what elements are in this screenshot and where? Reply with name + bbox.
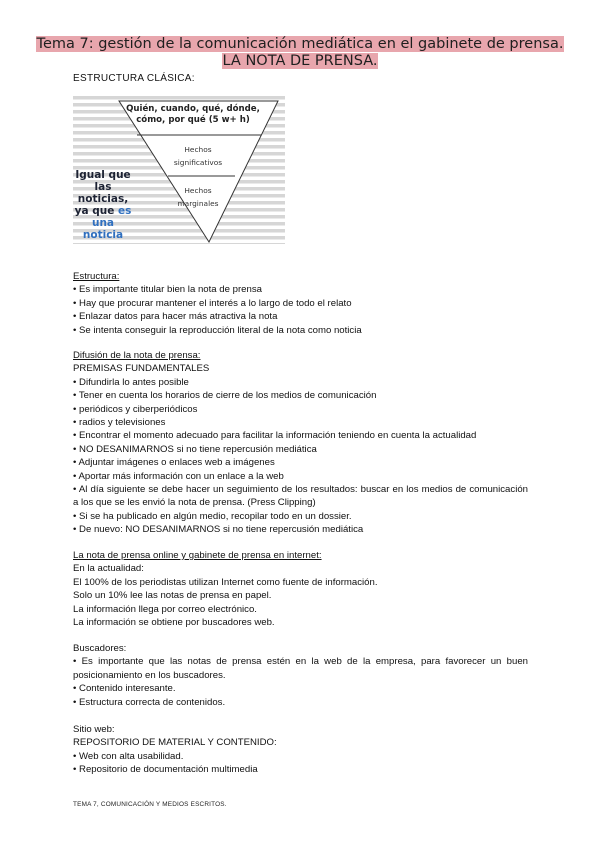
buscadores-section [73, 642, 528, 709]
list-item: • Difundirla lo antes posible [73, 376, 189, 388]
list-item: • Estructura correcta de contenidos. [73, 696, 226, 708]
text-line: El 100% de los periodistas utilizan Internet como fuente de información. [73, 576, 378, 588]
title-line-1: Tema 7: gestión de la comunicación mediática en el gabinete de prensa. [36, 36, 564, 52]
difusion-subheading: PREMISAS FUNDAMENTALES [73, 363, 210, 375]
list-item: • Encontrar el momento adecuado para facilitar la información teniendo en cuenta la actualidad [73, 430, 477, 442]
pyramid-top-text: Quién, cuando, qué, dónde, cómo, por qué (5 w+ h) [126, 104, 260, 125]
pyramid-middle-text: Hechos significativos [173, 145, 223, 167]
list-item: • Repositorio de documentación multimedia [73, 764, 258, 776]
difusion-heading: Difusión de la nota de prensa: [73, 350, 201, 361]
list-item: • radios y televisiones [73, 417, 166, 429]
estructura-section [73, 270, 528, 337]
text-line: En la actualidad: [73, 563, 144, 575]
list-item: • Al día siguiente se debe hacer un seguimiento de los resultados: buscar en los medios de comunicación a los que se les envió la nota de prensa. (Press Clipping) [73, 484, 528, 509]
list-item: • Web con alta usabilidad. [73, 750, 184, 762]
text-line: Solo un 10% lee las notas de prensa en papel. [73, 590, 272, 602]
list-item: • Se intenta conseguir la reproducción literal de la nota como noticia [73, 324, 362, 336]
list-item: • Hay que procurar mantener el interés a lo largo de todo el relato [73, 297, 352, 309]
list-item: • Contenido interesante. [73, 683, 176, 695]
online-section [73, 549, 528, 629]
list-item: • NO DESANIMARNOS si no tiene repercusión mediática [73, 443, 317, 455]
structure-label: ESTRUCTURA CLÁSICA: [73, 73, 195, 84]
page-title [0, 36, 600, 70]
sitio-subheading: REPOSITORIO DE MATERIAL Y CONTENIDO: [73, 737, 277, 749]
text-line: La información llega por correo electrónico. [73, 603, 257, 615]
online-heading: La nota de prensa online y gabinete de prensa en internet: [73, 550, 322, 561]
inverted-pyramid-figure [73, 96, 285, 244]
sitio-heading: Sitio web: [73, 724, 115, 735]
list-item: • periódicos y ciberperiódicos [73, 403, 198, 415]
list-item: • Tener en cuenta los horarios de cierre de los medios de comunicación [73, 390, 377, 402]
estructura-heading: Estructura: [73, 271, 120, 282]
list-item: • Si se ha publicado en algún medio, recopilar todo en un dossier. [73, 510, 352, 522]
text-line: La información se obtiene por buscadores web. [73, 617, 275, 629]
list-item: • Enlazar datos para hacer más atractiva la nota [73, 311, 278, 323]
list-item: • Es importante que las notas de prensa estén en la web de la empresa, para favorecer un buen posicionamiento en los buscadores. [73, 656, 528, 681]
page-footer: TEMA 7, COMUNICACIÓN Y MEDIOS ESCRITOS. [73, 801, 227, 808]
title-line-2: LA NOTA DE PRENSA. [222, 53, 378, 69]
difusion-section [73, 349, 528, 537]
pyramid-bottom-text: Hechos marginales [177, 186, 219, 208]
list-item: • Aportar más información con un enlace a la web [73, 470, 284, 482]
sitio-section [73, 723, 528, 777]
pyramid-side-note: Igual que las noticias, ya que es una noticia [74, 169, 132, 241]
buscadores-heading: Buscadores: [73, 643, 127, 654]
list-item: • De nuevo: NO DESANIMARNOS si no tiene repercusión mediática [73, 524, 364, 536]
list-item: • Es importante titular bien la nota de prensa [73, 284, 262, 296]
list-item: • Adjuntar imágenes o enlaces web a imágenes [73, 457, 275, 469]
